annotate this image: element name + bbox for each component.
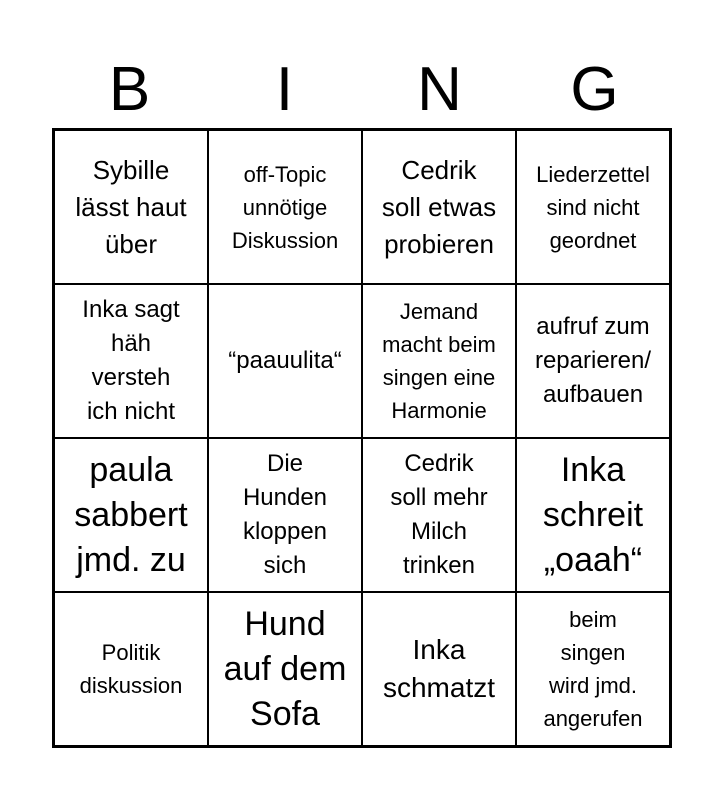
bingo-cell[interactable] [54,284,208,438]
cell-text: Cedrik soll mehr Milch trinken [390,450,488,579]
cell-text: beim singen wird jmd. angerufen [543,607,643,731]
cell-text: “paauulita“ [228,347,342,374]
cell-text: Sybille lässt haut über [75,154,187,259]
header-letter-g: G [570,55,619,124]
bingo-cell[interactable] [208,592,362,746]
header-letter-n: N [417,55,462,124]
cell-text: Inka schmatzt [382,634,496,703]
cell-text: Inka sagt häh versteh ich nicht [82,296,180,425]
cell-text: Politik diskussion [79,640,183,698]
header-letter-i: I [275,55,294,124]
cell-text: Jemand macht beim singen eine Harmonie [382,299,496,423]
bingo-cell[interactable] [516,438,670,592]
bingo-cell[interactable] [516,130,670,284]
cell-text: Die Hunden kloppen sich [242,450,328,579]
cell-text: aufruf zum reparieren/ aufbauen [534,313,652,408]
cell-text: Liederzettel sind nicht geordnet [536,161,650,253]
bingo-cell[interactable] [516,592,670,746]
bingo-cell[interactable] [362,438,516,592]
cell-text: Hund auf dem Sofa [223,604,347,733]
bingo-cell[interactable] [362,592,516,746]
bingo-cell[interactable] [208,130,362,284]
bingo-cell[interactable] [208,284,362,438]
cell-text: off-Topic unnötige Diskussion [231,161,339,253]
cell-text: Cedrik soll etwas probieren [381,154,497,259]
bingo-header [52,52,672,128]
bingo-grid [52,128,672,748]
bingo-cell[interactable] [208,438,362,592]
header-letter-b: B [108,55,151,124]
bingo-cell[interactable] [54,592,208,746]
bingo-cell[interactable] [54,130,208,284]
bingo-cell[interactable] [54,438,208,592]
cell-text: paula sabbert jmd. zu [74,450,188,579]
cell-text: Inka schreit „oaah“ [542,450,644,579]
bingo-cell[interactable] [516,284,670,438]
bingo-cell[interactable] [362,284,516,438]
bingo-cell[interactable] [362,130,516,284]
